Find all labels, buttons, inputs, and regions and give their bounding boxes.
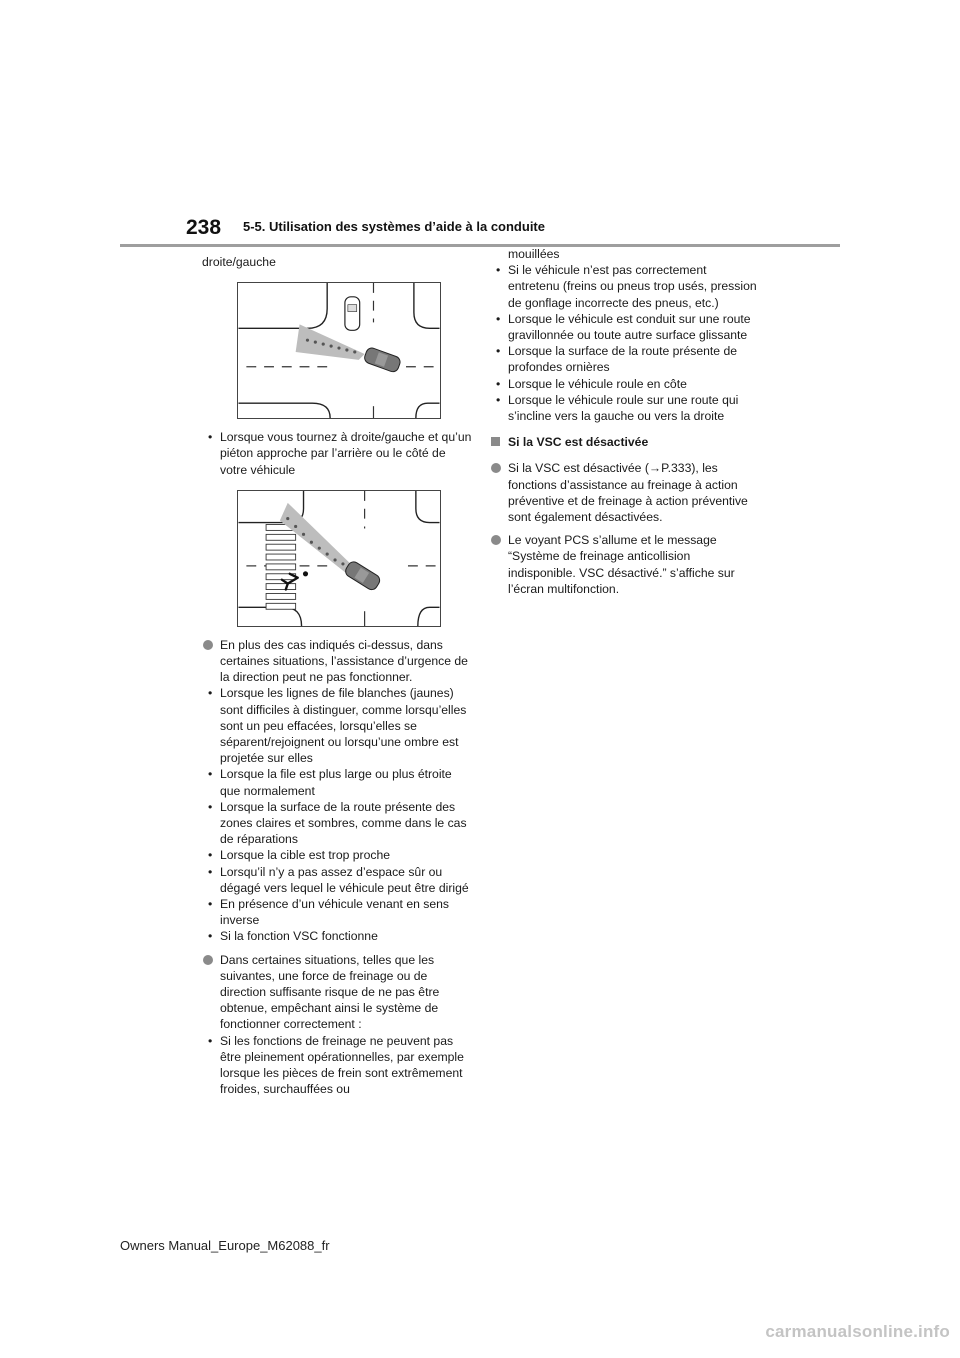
list-item bbox=[490, 311, 760, 343]
note-text: En plus des cas indiqués ci-dessus, dans certaines situations, l’assistance d’urgence de la direction peut ne pas fonctionner. bbox=[220, 637, 468, 685]
list-item bbox=[202, 685, 472, 766]
bullet-icon: • bbox=[496, 392, 501, 407]
list-item-text: Lorsque la file est plus large ou plus étroite que normalement bbox=[220, 767, 452, 798]
list-item bbox=[202, 847, 472, 863]
note-item bbox=[490, 532, 760, 597]
list-item-text: Lorsque le véhicule est conduit sur une route gravillonnée ou toute autre surface glissante bbox=[508, 311, 751, 343]
bullet-icon: • bbox=[496, 311, 501, 326]
continuation-text: mouillées bbox=[508, 247, 560, 261]
bullet-icon: • bbox=[208, 864, 213, 879]
illustration-pedestrian bbox=[237, 490, 441, 627]
bullet-text: Lorsque vous tournez à droite/gauche et qu’un piéton approche par l’arrière ou le côté de votre véhicule bbox=[220, 430, 472, 477]
right-column bbox=[490, 246, 760, 597]
list-item-text: Lorsque la surface de la route présente de profondes ornières bbox=[508, 344, 738, 375]
list-item-text: Si la fonction VSC fonctionne bbox=[220, 929, 378, 944]
intersection-diagram-1 bbox=[238, 283, 440, 418]
note-text: Le voyant PCS s’allume et le message “Système de freinage anticollision indisponible. VSC désactivé.” s’affiche sur l’écran multifonction. bbox=[508, 533, 735, 596]
list-item bbox=[202, 896, 472, 928]
list-item bbox=[490, 376, 760, 392]
circle-bullet-icon bbox=[203, 955, 213, 965]
list-item-text: Si les fonctions de freinage ne peuvent pas être pleinement opérationnelles, par exemple lorsque les pièces de frein sont extrêmement froides, surchauffées ou bbox=[220, 1033, 464, 1097]
bullet-icon: • bbox=[496, 376, 501, 391]
bullet-icon: • bbox=[208, 767, 213, 782]
list-item-text: Si le véhicule n’est pas correctement entretenu (freins ou pneus trop usés, pression de gonflage incorrecte des pneus, etc.) bbox=[508, 263, 757, 310]
bullet-icon: • bbox=[208, 686, 213, 701]
circle-bullet-icon bbox=[491, 535, 501, 545]
intro-text: droite/gauche bbox=[202, 255, 276, 269]
bullet-icon: • bbox=[496, 344, 501, 359]
bullet-icon: • bbox=[208, 1033, 213, 1048]
footer-manual-name: Owners Manual_Europe_M62088_fr bbox=[120, 1238, 330, 1253]
list-item bbox=[202, 1033, 472, 1098]
list-item-text: Lorsque le véhicule roule sur une route qui s’incline vers la gauche ou vers la droite bbox=[508, 392, 739, 424]
bullet-icon: • bbox=[496, 263, 501, 278]
left-column bbox=[202, 254, 472, 1098]
list-item-text: Lorsque les lignes de file blanches (jaunes) sont difficiles à distinguer, comme lorsqu’elles sont un peu effacées, lorsqu’elles se séparent/rejoignent ou lorsqu’une ombre est projetée sur elles bbox=[220, 686, 467, 766]
watermark-text: carmanualsonline.info bbox=[765, 1322, 950, 1341]
list-item bbox=[490, 343, 760, 375]
list-item-text: Lorsque la surface de la route présente des zones claires et sombres, comme dans le cas de réparations bbox=[220, 799, 467, 847]
bullet-icon: • bbox=[208, 799, 213, 814]
bullet-icon: • bbox=[208, 929, 213, 944]
list-item-text: Lorsqu’il n’y a pas assez d’espace sûr ou dégagé vers lequel le véhicule peut être dirigé bbox=[220, 864, 469, 895]
note-text: Si la VSC est désactivée (→P.333), les fonctions d’assistance au freinage à action préventive et de freinage à action préventive sont également désactivées. bbox=[508, 461, 748, 525]
intersection-diagram-2 bbox=[238, 491, 440, 626]
list-item bbox=[202, 799, 472, 848]
circle-bullet-icon bbox=[491, 463, 501, 473]
section-heading bbox=[490, 434, 760, 450]
list-item-text: Lorsque le véhicule roule en côte bbox=[508, 376, 687, 391]
note-text: Dans certaines situations, telles que les suivantes, une force de freinage ou de direction suffisante risque de ne pas être obtenue, empêchant ainsi le système de fonctionner correctement : bbox=[220, 952, 440, 1032]
bullet-icon: • bbox=[208, 848, 213, 863]
list-item-text: En présence d’un véhicule venant en sens inverse bbox=[220, 897, 450, 928]
list-item bbox=[202, 766, 472, 798]
list-item bbox=[202, 928, 472, 944]
heading-text: Si la VSC est désactivée bbox=[508, 435, 649, 450]
circle-bullet-icon bbox=[203, 640, 213, 650]
square-bullet-icon bbox=[491, 437, 500, 446]
list-item-text: Lorsque la cible est trop proche bbox=[220, 848, 391, 863]
bullet-icon: • bbox=[208, 430, 213, 445]
list-item bbox=[490, 262, 760, 311]
illustration-turning-car bbox=[237, 282, 441, 419]
list-item bbox=[202, 864, 472, 896]
list-item bbox=[202, 429, 472, 478]
note-item bbox=[202, 637, 472, 686]
note-item bbox=[490, 460, 760, 525]
section-title: 5-5. Utilisation des systèmes d’aide à la conduite bbox=[243, 219, 545, 234]
list-item bbox=[490, 392, 760, 424]
bullet-icon: • bbox=[208, 897, 213, 912]
page-number: 238 bbox=[186, 216, 222, 239]
note-item bbox=[202, 952, 472, 1033]
